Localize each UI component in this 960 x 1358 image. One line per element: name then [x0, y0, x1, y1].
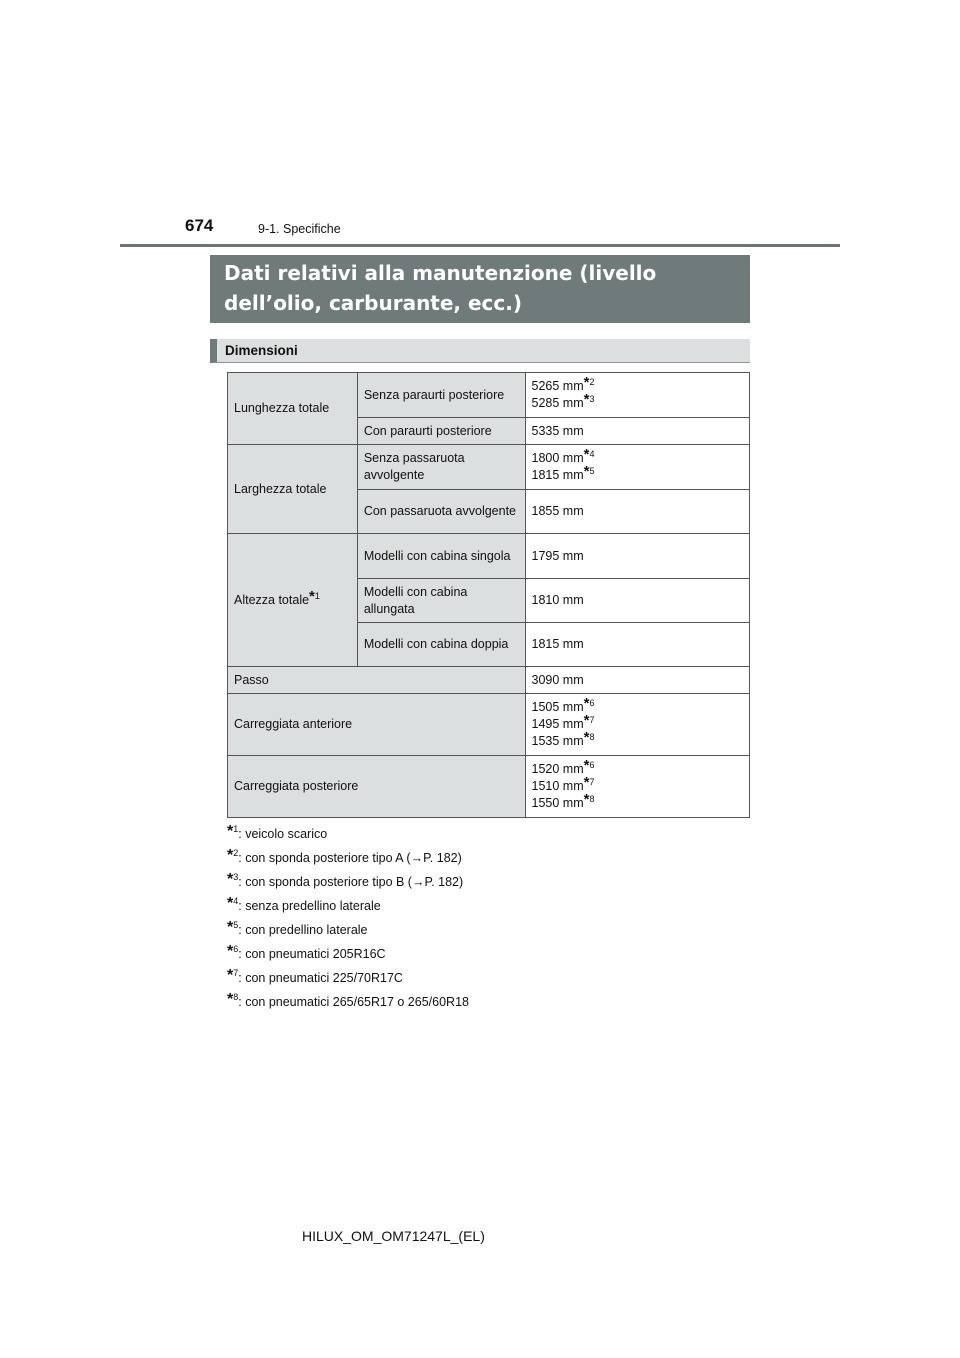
section-subtitle: Dimensioni	[210, 339, 750, 363]
row-sublabel: Senza paraurti posteriore	[357, 373, 525, 418]
row-value	[525, 534, 749, 579]
value-text: 1795 mm	[531, 548, 584, 563]
footnote-text: : senza predellino laterale	[238, 899, 381, 913]
value-text: 1535 mm	[531, 734, 584, 748]
value-line	[531, 774, 743, 795]
section-label: 9-1. Specifiche	[258, 222, 341, 236]
footnote-ref: 6	[589, 698, 595, 708]
row-value	[525, 445, 749, 490]
footnote-marker: *	[583, 729, 590, 746]
row-value	[525, 579, 749, 623]
footnote-marker: *	[227, 967, 234, 984]
footnote-text: : con pneumatici 225/70R17C	[238, 971, 403, 985]
footnote-marker: *	[583, 757, 590, 774]
table-row	[228, 373, 750, 418]
value-text: 1550 mm	[531, 796, 584, 810]
table-row	[228, 667, 750, 694]
value-text: 3090 mm	[531, 672, 584, 687]
row-value	[525, 490, 749, 534]
value-line	[531, 791, 743, 812]
footnote-marker: *	[583, 774, 590, 791]
footnote-marker: *	[583, 463, 590, 480]
row-group-text: Lunghezza totale	[234, 401, 330, 415]
footnote-item	[227, 990, 469, 1014]
footnote-marker: *	[583, 712, 590, 729]
footnote-marker: *	[583, 374, 590, 391]
row-label: Carreggiata posteriore	[228, 756, 526, 818]
footnote-text: : veicolo scarico	[238, 827, 328, 841]
footnote-marker: *	[227, 943, 234, 960]
footnote-marker: *	[227, 871, 234, 888]
value-line	[531, 391, 743, 412]
table-row	[228, 756, 750, 818]
value-line	[532, 423, 743, 440]
row-value	[525, 418, 749, 445]
footnote-marker: *	[583, 391, 590, 408]
value-line	[532, 592, 743, 609]
row-sublabel: Con passaruota avvolgente	[357, 490, 525, 534]
footnote-marker: *	[583, 446, 590, 463]
value-text: 1800 mm	[531, 451, 584, 465]
value-text: 5285 mm	[531, 396, 584, 410]
footnote-item	[227, 894, 469, 918]
footnote-marker: *	[227, 991, 234, 1008]
table-row	[228, 534, 750, 579]
table-row	[228, 445, 750, 490]
footnote-number: 3	[233, 872, 239, 882]
footnote-marker: *	[227, 919, 234, 936]
row-value	[525, 623, 749, 667]
value-line	[531, 446, 743, 467]
footnote-item	[227, 918, 469, 942]
footnote-ref: 8	[589, 794, 595, 804]
value-line	[531, 374, 743, 395]
row-sublabel: Modelli con cabina singola	[357, 534, 525, 579]
row-value	[525, 756, 749, 818]
row-sublabel: Modelli con cabina doppia	[357, 623, 525, 667]
footnote-ref: 7	[589, 777, 595, 787]
value-line	[532, 672, 743, 689]
value-line	[531, 695, 743, 716]
value-line	[531, 757, 743, 778]
footnote-item	[227, 942, 469, 966]
value-line	[532, 548, 743, 565]
footnote-item	[227, 846, 469, 870]
footnote-marker: *	[227, 895, 234, 912]
value-text: 5265 mm	[531, 379, 584, 393]
footnote-marker: *	[227, 823, 234, 840]
value-text: 1510 mm	[531, 779, 584, 793]
footnote-ref: 6	[589, 760, 595, 770]
dimensions-table	[227, 372, 750, 818]
value-text: 1495 mm	[531, 717, 584, 731]
footnote-item	[227, 822, 469, 846]
header-divider	[120, 244, 840, 247]
footnote-marker: *	[583, 695, 590, 712]
footnote-number: 7	[233, 968, 239, 978]
page-title: Dati relativi alla manutenzione (livello dell’olio, carburante, ecc.)	[210, 255, 750, 323]
page-number: 674	[185, 216, 214, 235]
value-text: 1505 mm	[531, 700, 584, 714]
footnote-text: : con sponda posteriore tipo A (→P. 182)	[238, 851, 462, 865]
row-sublabel: Senza passaruota avvolgente	[357, 445, 525, 490]
value-line	[531, 712, 743, 733]
row-label: Passo	[228, 667, 526, 694]
value-text: 1815 mm	[531, 468, 584, 482]
row-group-label	[228, 445, 358, 534]
table-row	[228, 694, 750, 756]
footnote-text: : con pneumatici 265/65R17 o 265/60R18	[238, 995, 469, 1009]
footnote-item	[227, 870, 469, 894]
value-line	[532, 636, 743, 653]
value-line	[531, 729, 743, 750]
footnote-marker: *	[227, 847, 234, 864]
value-text: 5335 mm	[531, 423, 584, 438]
value-line	[531, 463, 743, 484]
footnote-text: : con sponda posteriore tipo B (→P. 182)	[238, 875, 464, 889]
value-text: 1810 mm	[531, 593, 584, 607]
value-text: 1815 mm	[531, 637, 584, 651]
value-text: 1520 mm	[531, 762, 584, 776]
row-group-text: Altezza totale	[234, 592, 310, 607]
row-group-label	[228, 534, 358, 667]
footnote-item	[227, 966, 469, 990]
row-value	[525, 373, 749, 418]
row-sublabel: Modelli con cabina allungata	[357, 579, 525, 623]
footnote-number: 5	[233, 920, 239, 930]
footnote-number: 8	[233, 992, 239, 1002]
footnote-ref: 1	[314, 590, 320, 601]
value-line	[532, 503, 743, 520]
footnote-number: 6	[233, 944, 239, 954]
footnote-ref: 3	[589, 394, 595, 404]
footnote-ref: 4	[589, 449, 595, 459]
row-label: Carreggiata anteriore	[228, 694, 526, 756]
value-text: 1855 mm	[531, 504, 584, 518]
footnote-text: : con predellino laterale	[238, 923, 368, 937]
footnote-marker: *	[309, 587, 315, 605]
row-value	[525, 667, 749, 694]
footnote-marker: *	[583, 791, 590, 808]
footnote-ref: 7	[589, 715, 595, 725]
footnote-ref: 2	[589, 377, 595, 387]
footnote-number: 1	[233, 824, 239, 834]
footer-code: HILUX_OM_OM71247L_(EL)	[302, 1228, 485, 1244]
footnote-ref: 8	[589, 732, 595, 742]
footnote-ref: 5	[589, 466, 595, 476]
row-value	[525, 694, 749, 756]
footnote-number: 4	[233, 896, 239, 906]
footnotes	[227, 822, 469, 1014]
footnote-text: : con pneumatici 205R16C	[238, 947, 386, 961]
row-sublabel: Con paraurti posteriore	[357, 418, 525, 445]
row-group-text: Larghezza totale	[234, 481, 327, 496]
footnote-number: 2	[233, 848, 239, 858]
row-group-label	[228, 373, 358, 445]
